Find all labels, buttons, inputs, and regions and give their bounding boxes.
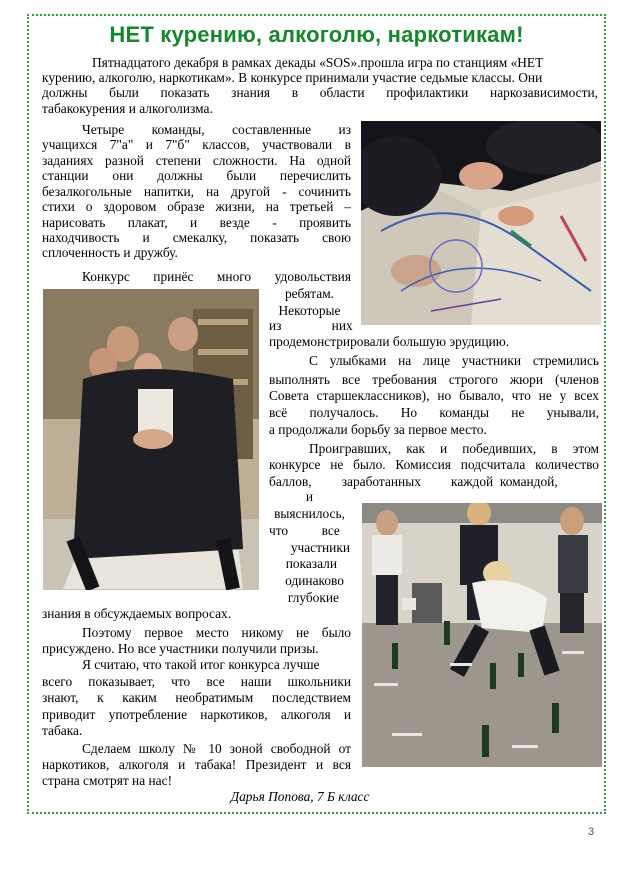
wrap-line: из них <box>269 318 353 333</box>
body-line: Конкурс принёс много удовольствия <box>82 269 351 284</box>
body-line: нарисовать плакат, и везде - проявить <box>42 215 351 230</box>
body-line: Четыре команды, составленные из <box>82 122 351 137</box>
intro-line: должны были показать знания в области профилактики наркозависимости, <box>42 85 598 100</box>
body-line: Сделаем школу № 10 зоной свободной от <box>82 741 351 756</box>
intro-line: табакокурения и алкоголизма. <box>42 101 213 116</box>
wrap-line: С улыбками на лице участники стремились <box>309 353 599 368</box>
body-line: станции они должны были перечислить <box>42 168 351 183</box>
photo-students-drawing-poster <box>361 121 601 325</box>
body-line: Я считаю, что такой итог конкурса лучше <box>82 657 320 672</box>
page-number: 3 <box>588 826 595 838</box>
body-line: Поэтому первое место никому не было <box>82 625 351 640</box>
body-line: находчивость и смекалку, показать свою <box>42 230 351 245</box>
wrap-line: знания в обсуждаемых вопросах. <box>42 606 232 621</box>
body-line: сплоченность и дружбу. <box>42 245 178 260</box>
wrap-line: выполнять все требования строгого жюри (членов <box>269 372 599 387</box>
wrap-line: и <box>305 489 314 504</box>
body-line: всего показывает, что все наши школьники <box>42 674 351 689</box>
body-line: безалкогольные напитки, на другой - сочинить <box>42 184 351 199</box>
wrap-line: что все <box>269 523 340 538</box>
body-line: табака. <box>42 723 83 738</box>
body-line: знают, к каким необратимым последствием <box>42 690 351 705</box>
wrap-line: баллов, заработанных каждой командой, <box>269 474 558 489</box>
article-title: НЕТ курению, алкоголю, наркотикам! <box>109 22 524 47</box>
wrap-line: выяснилось, <box>274 506 345 521</box>
photo-girls-bottle-relay <box>362 503 602 767</box>
body-line: учащихся 7"а" и 7"б" классов, участвовали в <box>42 137 351 152</box>
body-line: стихи о здоровом образе жизни, на третьей – <box>42 199 351 214</box>
wrap-line: участники <box>290 540 350 555</box>
body-line: наркотиков, алкоголя и табака! Президент и вся <box>42 757 351 772</box>
photo-boys-team-huddle <box>43 289 259 590</box>
wrap-line: показали <box>285 556 337 571</box>
intro-line: Пятнадцатого декабря в рамках декады «SOS».прошла игра по станциям «НЕТ <box>92 55 544 70</box>
wrap-line: глубокие <box>287 590 339 605</box>
wrap-line: а продолжали борьбу за первое место. <box>269 422 487 437</box>
wrap-line: продемонстрировали большую эрудицию. <box>269 334 510 349</box>
body-line: присуждено. Но все участники получили призы. <box>42 641 319 656</box>
wrap-line: конкурсе не было. Комиссия подсчитала количество <box>269 457 599 472</box>
body-line: приводит употребление наркотиков, алкоголя и <box>42 707 351 722</box>
wrap-line: Совета старшеклассников), но бывало, что не у всех <box>269 388 599 403</box>
author-signature: Дарья Попова, 7 Б класс <box>230 789 370 804</box>
wrap-line: Проигравших, как и победивших, в этом <box>309 441 599 456</box>
intro-line: курению, алкоголю, наркотикам». В конкурсе принимали участие седьмые классы. Они <box>42 70 543 85</box>
wrap-line: одинаково <box>285 573 344 588</box>
body-line: заданиях разной степени сложности. На одной <box>42 153 351 168</box>
body-line: страна смотрят на нас! <box>42 773 173 788</box>
wrap-line: ребятам. <box>284 286 335 301</box>
wrap-line: всё получалось. Но команды не унывали, <box>269 405 599 420</box>
wrap-line: Некоторые <box>278 303 341 318</box>
